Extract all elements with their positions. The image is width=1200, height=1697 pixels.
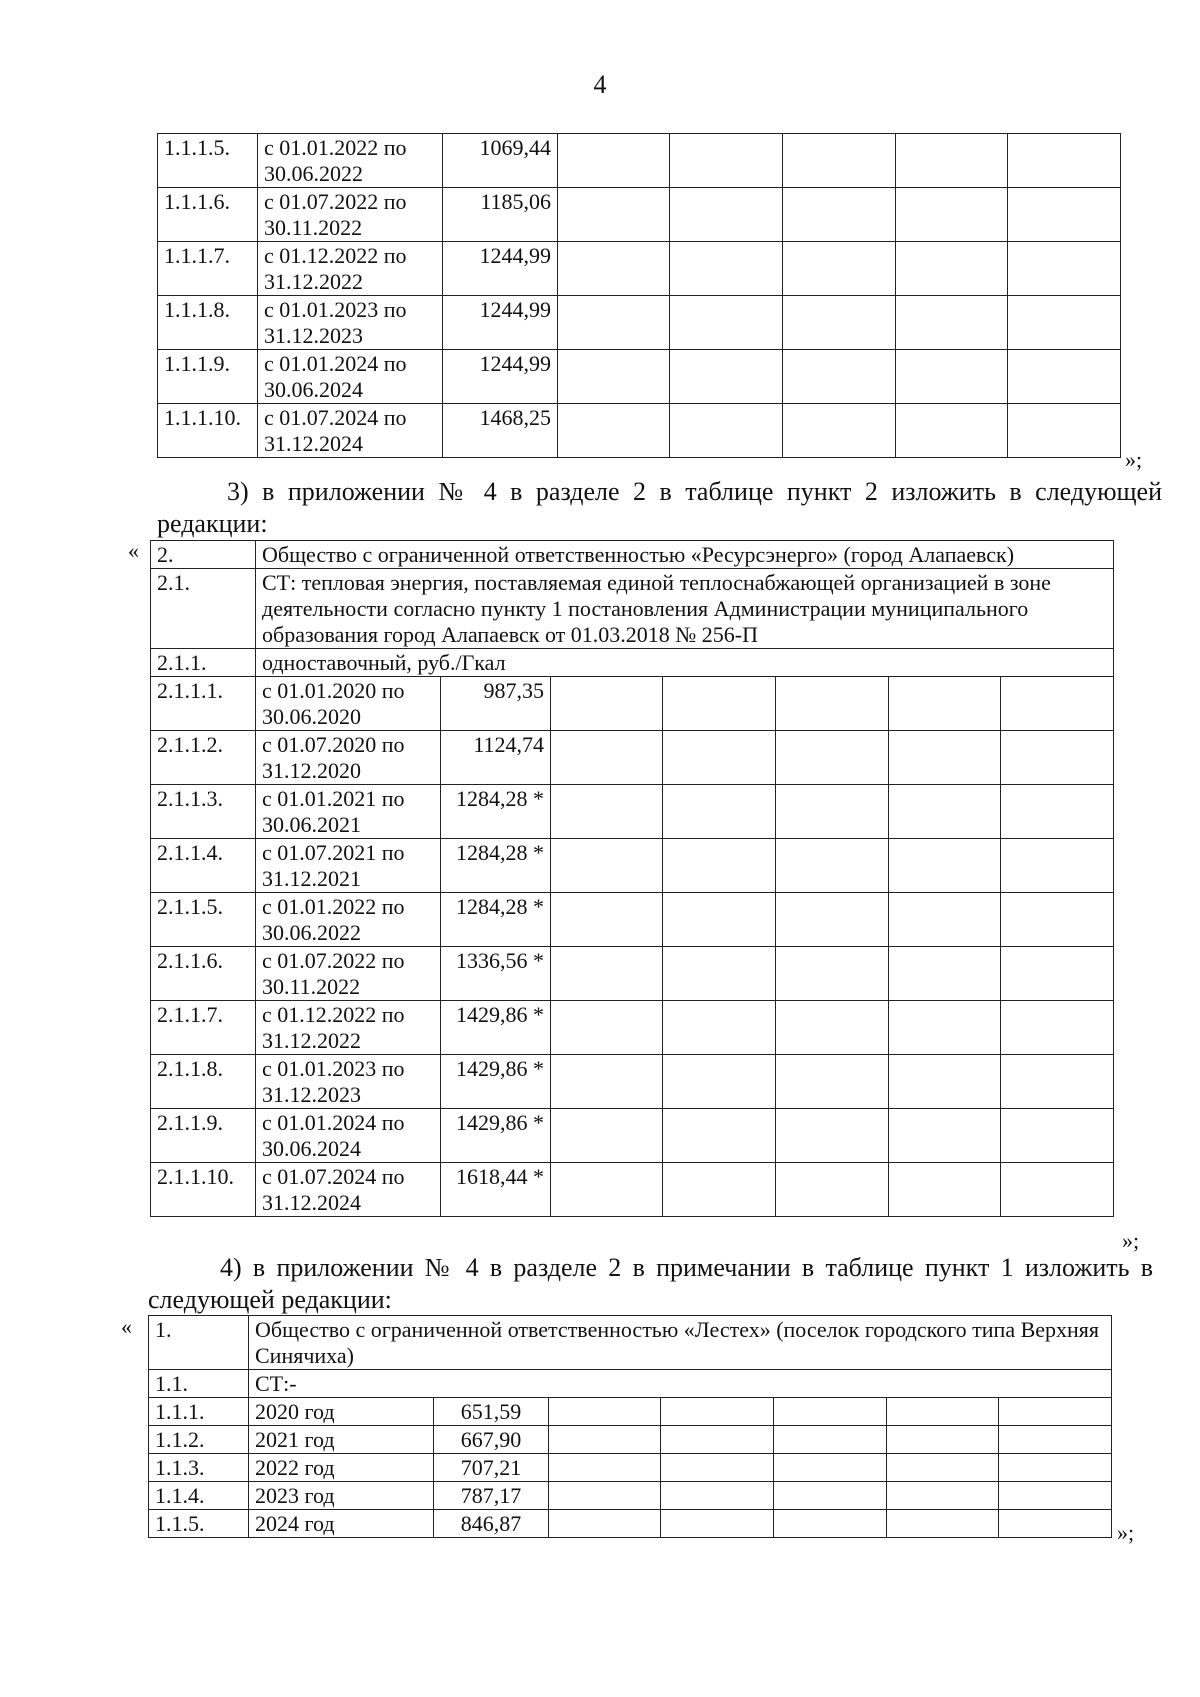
- empty-cell: [776, 785, 889, 839]
- empty-cell: [896, 350, 1008, 404]
- empty-cell: [783, 350, 896, 404]
- empty-cell: [1001, 785, 1114, 839]
- table3-open-quote: «: [121, 1314, 132, 1339]
- empty-cell: [774, 1398, 887, 1426]
- row-value: 651,59: [434, 1398, 549, 1426]
- table-row: [151, 1109, 1114, 1163]
- table-row: [158, 242, 1121, 296]
- empty-cell: [549, 1426, 661, 1454]
- empty-cell: [661, 1482, 774, 1510]
- empty-cell: [1008, 350, 1121, 404]
- row-number: 1.1.1.: [149, 1398, 249, 1426]
- row-value: 1284,28 *: [441, 893, 551, 947]
- empty-cell: [558, 296, 670, 350]
- table-row: [151, 677, 1114, 731]
- row-period: с 01.12.2022 по 31.12.2022: [256, 1001, 441, 1055]
- empty-cell: [670, 242, 783, 296]
- table3-close-quote: »;: [1117, 1520, 1135, 1545]
- row-value: 846,87: [434, 1510, 549, 1538]
- empty-cell: [551, 1163, 663, 1217]
- empty-cell: [889, 1109, 1001, 1163]
- row-period: с 01.01.2023 по 31.12.2023: [256, 1055, 441, 1109]
- row-number: 1.1.1.10.: [158, 404, 258, 458]
- empty-cell: [887, 1510, 999, 1538]
- table2-unit-num: 2.1.1.: [151, 649, 256, 677]
- empty-cell: [670, 404, 783, 458]
- tariff-table-3: [148, 1315, 1112, 1538]
- empty-cell: [1001, 1163, 1114, 1217]
- row-period: с 01.07.2022 по 30.11.2022: [256, 947, 441, 1001]
- row-value: 1336,56 *: [441, 947, 551, 1001]
- table-row: [158, 296, 1121, 350]
- empty-cell: [776, 1001, 889, 1055]
- row-number: 1.1.1.7.: [158, 242, 258, 296]
- empty-cell: [551, 1109, 663, 1163]
- empty-cell: [549, 1398, 661, 1426]
- empty-cell: [663, 785, 776, 839]
- row-number: 1.1.5.: [149, 1510, 249, 1538]
- empty-cell: [896, 404, 1008, 458]
- empty-cell: [551, 1001, 663, 1055]
- empty-cell: [549, 1454, 661, 1482]
- empty-cell: [889, 1001, 1001, 1055]
- empty-cell: [558, 188, 670, 242]
- empty-cell: [999, 1454, 1112, 1482]
- row-value: 1284,28 *: [441, 785, 551, 839]
- table3-sub-num: 1.1.: [149, 1370, 249, 1398]
- table-row: [151, 1055, 1114, 1109]
- table2-header-row: [151, 541, 1114, 569]
- row-value: 1429,86 *: [441, 1055, 551, 1109]
- table-row: [151, 785, 1114, 839]
- empty-cell: [776, 893, 889, 947]
- table3-sub-row: [149, 1370, 1112, 1398]
- empty-cell: [889, 839, 1001, 893]
- empty-cell: [776, 1163, 889, 1217]
- empty-cell: [889, 677, 1001, 731]
- tariff-table-1: [157, 133, 1121, 458]
- empty-cell: [999, 1398, 1112, 1426]
- empty-cell: [551, 947, 663, 1001]
- row-value: 787,17: [434, 1482, 549, 1510]
- row-value: 1244,99: [443, 350, 558, 404]
- table-row: [149, 1426, 1112, 1454]
- row-value: 1468,25: [443, 404, 558, 458]
- table1-close-quote: »;: [1125, 447, 1143, 472]
- empty-cell: [889, 893, 1001, 947]
- row-period: с 01.01.2024 по 30.06.2024: [258, 350, 443, 404]
- table2-sub-text: СТ: тепловая энергия, поставляемая единой теплоснабжающей организацией в зоне деятельности согласно пункту 1 постановления Администрации муниципального образования город Алапаевск от 01.03.2018 № 256-П: [256, 569, 1114, 649]
- row-period: с 01.01.2022 по 30.06.2022: [258, 134, 443, 188]
- empty-cell: [776, 1109, 889, 1163]
- table-row: [158, 404, 1121, 458]
- empty-cell: [776, 677, 889, 731]
- table-row: [158, 188, 1121, 242]
- table-row: [149, 1510, 1112, 1538]
- row-period: с 01.01.2021 по 30.06.2021: [256, 785, 441, 839]
- empty-cell: [889, 1055, 1001, 1109]
- empty-cell: [776, 839, 889, 893]
- row-value: 1429,86 *: [441, 1109, 551, 1163]
- empty-cell: [558, 242, 670, 296]
- empty-cell: [549, 1482, 661, 1510]
- row-period: с 01.01.2024 по 30.06.2024: [256, 1109, 441, 1163]
- empty-cell: [783, 188, 896, 242]
- empty-cell: [1008, 296, 1121, 350]
- empty-cell: [663, 947, 776, 1001]
- empty-cell: [889, 1163, 1001, 1217]
- empty-cell: [1008, 134, 1121, 188]
- empty-cell: [783, 242, 896, 296]
- empty-cell: [783, 134, 896, 188]
- empty-cell: [670, 350, 783, 404]
- empty-cell: [551, 731, 663, 785]
- empty-cell: [896, 242, 1008, 296]
- row-number: 1.1.2.: [149, 1426, 249, 1454]
- table-row: [149, 1398, 1112, 1426]
- row-value: 1185,06: [443, 188, 558, 242]
- empty-cell: [663, 1109, 776, 1163]
- empty-cell: [1001, 731, 1114, 785]
- row-value: 987,35: [441, 677, 551, 731]
- empty-cell: [999, 1426, 1112, 1454]
- empty-cell: [663, 1001, 776, 1055]
- empty-cell: [558, 404, 670, 458]
- empty-cell: [558, 134, 670, 188]
- empty-cell: [663, 839, 776, 893]
- row-period: с 01.07.2020 по 31.12.2020: [256, 731, 441, 785]
- row-number: 2.1.1.2.: [151, 731, 256, 785]
- empty-cell: [783, 404, 896, 458]
- row-number: 2.1.1.3.: [151, 785, 256, 839]
- row-period: 2024 год: [249, 1510, 434, 1538]
- empty-cell: [889, 731, 1001, 785]
- empty-cell: [661, 1454, 774, 1482]
- row-period: с 01.07.2021 по 31.12.2021: [256, 839, 441, 893]
- empty-cell: [661, 1510, 774, 1538]
- empty-cell: [551, 1055, 663, 1109]
- table2-close-quote: »;: [1122, 1228, 1140, 1253]
- empty-cell: [896, 134, 1008, 188]
- table-row: [149, 1454, 1112, 1482]
- table2-header-num: 2.: [151, 541, 256, 569]
- empty-cell: [889, 785, 1001, 839]
- empty-cell: [663, 731, 776, 785]
- row-period: с 01.07.2024 по 31.12.2024: [258, 404, 443, 458]
- row-value: 1429,86 *: [441, 1001, 551, 1055]
- row-period: с 01.01.2022 по 30.06.2022: [256, 893, 441, 947]
- row-period: 2023 год: [249, 1482, 434, 1510]
- empty-cell: [551, 893, 663, 947]
- row-period: с 01.01.2023 по 31.12.2023: [258, 296, 443, 350]
- table-row: [151, 1001, 1114, 1055]
- empty-cell: [1001, 947, 1114, 1001]
- empty-cell: [551, 785, 663, 839]
- table-row: [151, 893, 1114, 947]
- empty-cell: [663, 677, 776, 731]
- empty-cell: [661, 1426, 774, 1454]
- row-period: 2022 год: [249, 1454, 434, 1482]
- empty-cell: [1001, 893, 1114, 947]
- empty-cell: [887, 1426, 999, 1454]
- empty-cell: [896, 188, 1008, 242]
- empty-cell: [774, 1454, 887, 1482]
- tariff-table-2: [150, 540, 1114, 1217]
- empty-cell: [663, 893, 776, 947]
- table3-header-row: [149, 1316, 1112, 1370]
- row-value: 707,21: [434, 1454, 549, 1482]
- empty-cell: [549, 1510, 661, 1538]
- table2-sub-row: [151, 569, 1114, 649]
- paragraph-3: 3) в приложении № 4 в разделе 2 в таблице пункт 2 изложить в следующей редакции:: [157, 477, 1162, 538]
- row-number: 2.1.1.6.: [151, 947, 256, 1001]
- row-number: 1.1.4.: [149, 1482, 249, 1510]
- empty-cell: [670, 188, 783, 242]
- table-row: [149, 1482, 1112, 1510]
- page-number: 4: [593, 70, 607, 99]
- empty-cell: [774, 1426, 887, 1454]
- empty-cell: [776, 947, 889, 1001]
- empty-cell: [999, 1510, 1112, 1538]
- table2-unit-text: одноставочный, руб./Гкал: [256, 649, 1114, 677]
- empty-cell: [551, 839, 663, 893]
- empty-cell: [1008, 188, 1121, 242]
- table2-header-text: Общество с ограниченной ответственностью «Ресурсэнерго» (город Алапаевск): [256, 541, 1114, 569]
- row-value: 1069,44: [443, 134, 558, 188]
- row-period: с 01.07.2022 по 30.11.2022: [258, 188, 443, 242]
- empty-cell: [999, 1482, 1112, 1510]
- empty-cell: [670, 296, 783, 350]
- empty-cell: [774, 1510, 887, 1538]
- table3-header-text: Общество с ограниченной ответственностью «Лестех» (поселок городского типа Верхняя Синячиха): [249, 1316, 1112, 1370]
- row-number: 2.1.1.8.: [151, 1055, 256, 1109]
- row-period: с 01.07.2024 по 31.12.2024: [256, 1163, 441, 1217]
- row-number: 1.1.1.9.: [158, 350, 258, 404]
- row-value: 1244,99: [443, 296, 558, 350]
- paragraph-4: 4) в приложении № 4 в разделе 2 в примечании в таблице пункт 1 изложить в следующей редакции:: [148, 1253, 1153, 1314]
- table-row: [151, 839, 1114, 893]
- row-period: с 01.12.2022 по 31.12.2022: [258, 242, 443, 296]
- empty-cell: [1001, 1001, 1114, 1055]
- row-number: 2.1.1.4.: [151, 839, 256, 893]
- row-value: 1244,99: [443, 242, 558, 296]
- row-value: 1124,74: [441, 731, 551, 785]
- row-number: 1.1.1.6.: [158, 188, 258, 242]
- row-value: 1284,28 *: [441, 839, 551, 893]
- empty-cell: [887, 1454, 999, 1482]
- table3-header-num: 1.: [149, 1316, 249, 1370]
- row-number: 2.1.1.5.: [151, 893, 256, 947]
- empty-cell: [1001, 839, 1114, 893]
- empty-cell: [887, 1398, 999, 1426]
- row-number: 2.1.1.1.: [151, 677, 256, 731]
- table2-unit-row: [151, 649, 1114, 677]
- table-row: [151, 731, 1114, 785]
- empty-cell: [661, 1398, 774, 1426]
- table-row: [151, 1163, 1114, 1217]
- empty-cell: [776, 731, 889, 785]
- row-period: с 01.01.2020 по 30.06.2020: [256, 677, 441, 731]
- empty-cell: [670, 134, 783, 188]
- empty-cell: [663, 1163, 776, 1217]
- empty-cell: [1001, 677, 1114, 731]
- row-number: 1.1.1.8.: [158, 296, 258, 350]
- table-row: [158, 350, 1121, 404]
- row-period: 2021 год: [249, 1426, 434, 1454]
- empty-cell: [1001, 1109, 1114, 1163]
- empty-cell: [783, 296, 896, 350]
- table2-open-quote: «: [128, 538, 139, 563]
- table3-sub-text: СТ:-: [249, 1370, 1112, 1398]
- empty-cell: [1008, 242, 1121, 296]
- row-number: 2.1.1.7.: [151, 1001, 256, 1055]
- empty-cell: [889, 947, 1001, 1001]
- empty-cell: [558, 350, 670, 404]
- empty-cell: [551, 677, 663, 731]
- empty-cell: [1001, 1055, 1114, 1109]
- row-value: 1618,44 *: [441, 1163, 551, 1217]
- table2-sub-num: 2.1.: [151, 569, 256, 649]
- empty-cell: [776, 1055, 889, 1109]
- row-period: 2020 год: [249, 1398, 434, 1426]
- empty-cell: [887, 1482, 999, 1510]
- row-number: 1.1.1.5.: [158, 134, 258, 188]
- empty-cell: [774, 1482, 887, 1510]
- row-number: 2.1.1.10.: [151, 1163, 256, 1217]
- row-number: 2.1.1.9.: [151, 1109, 256, 1163]
- table-row: [151, 947, 1114, 1001]
- empty-cell: [896, 296, 1008, 350]
- empty-cell: [1008, 404, 1121, 458]
- empty-cell: [663, 1055, 776, 1109]
- row-value: 667,90: [434, 1426, 549, 1454]
- row-number: 1.1.3.: [149, 1454, 249, 1482]
- table-row: [158, 134, 1121, 188]
